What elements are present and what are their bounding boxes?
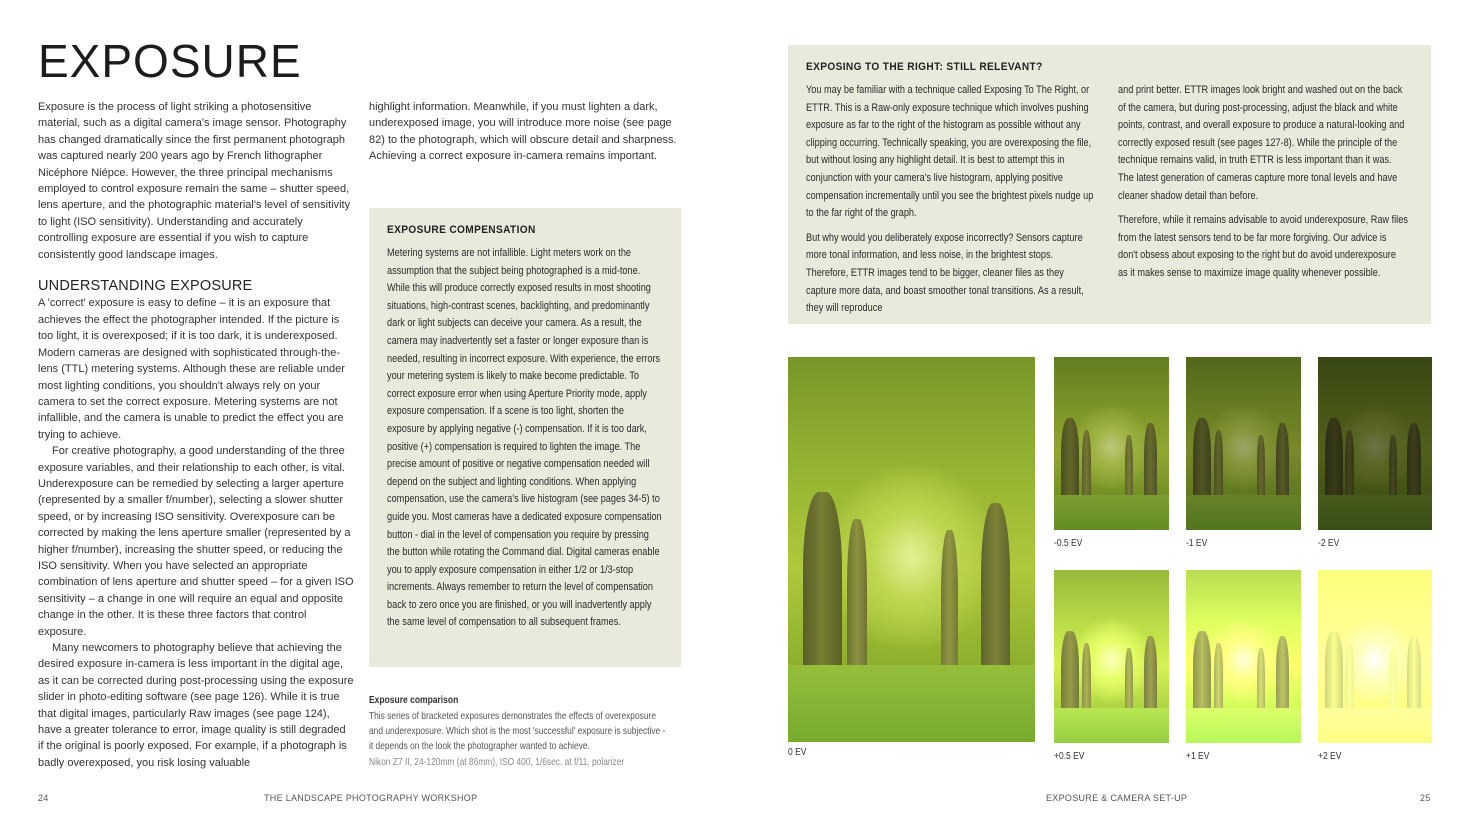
middle-paragraph: highlight information. Meanwhile, if you must lighten a dark, underexposed image, you will introduce more noise (see page 82) to the photograph, which will obscure detail and sharpness. Achieving a correct exposure in-camera remains important. [369,101,677,163]
photo-label-minus-2: -2 EV [1318,538,1340,549]
intro-paragraph: Exposure is the process of light striking a photosensitive material, such as a digital camera's image sensor. Photography has changed dramatically since the first permanent photograph was captured nearly 200 years ago by French lithographer Nicéphore Niépce. However, the three principal mechanisms employed to control exposure remain the same – shutter speed, lens aperture, and the photographic material's level of sensitivity to light (ISO sensitivity). Understanding and accurately controlling exposure are essential if you wish to capture consistently good landscape images. [38,101,351,261]
photo-minus-1-ev [1186,357,1301,530]
tree-trunk [981,503,1011,684]
understanding-paragraph-2: For creative photography, a good understanding of the three exposure variables, and their relationship to each other, is vital. Underexposure can be remedied by selecting a larger aperture (represented by a smaller f/number), selecting a slower shutter speed, or by increasing ISO sensitivity. Overexposure can be corrected by making the lens aperture smaller (represented by a higher f/number), increasing the shutter speed, or reducing the ISO sensitivity. When you have selected an appropriate combination of lens aperture and shutter speed – for a given ISO sensitivity – a change in one will require an equal and opposite change in the other. It is these three factors that control exposure. [38,445,354,638]
tree-trunk [1144,423,1158,504]
photo-label-plus-2: +2 EV [1318,751,1342,762]
tree-trunk [1276,423,1290,504]
ettr-paragraph-2: But why would you deliberately expose incorrectly? Sensors capture more tonal information, and less noise, in the brightest stops. Therefore, ETTR images tend to be bigger, cleaner files as they capture more data, and boast smoother tonal transitions. As a result, they will reproduce [806,231,1084,315]
grass-foreground [1318,708,1432,743]
grass-foreground [1054,708,1169,743]
ettr-paragraph-4: Therefore, while it remains advisable to avoid underexposure, Raw files from the latest sensors tend to be far more forgiving. Our advice is don't obsess about exposing to the right but do avoid underexposure as it makes sense to maximize image quality whenever possible. [1118,214,1408,279]
tree-trunk [1214,643,1223,717]
tree-trunk [847,519,867,685]
tree-trunk [1193,418,1211,505]
compensation-text: Metering systems are not infallible. Light meters work on the assumption that the subject being photographed is a mid-tone. While this will produce correctly exposed results in most shooting situations, high-contrast scenes, backlighting, and predominantly dark or light subjects can deceive your camera. As a result, the camera may inadvertently set a faster or longer exposure than is needed, resulting in incorrect exposure. With experience, the errors your metering system is likely to make become predictable. To correct exposure error when using Aperture Priority mode, apply exposure compensation. If a scene is too light, shorten the exposure by applying negative (-) compensation. If it is too dark, positive (+) compensation is required to lighten the image. The precise amount of positive or negative compensation needed will depend on the subject and lighting conditions. When applying compensation, use the camera's live histogram (see pages 34-5) to guide you. Most cameras have a dedicated exposure compensation button - dial in the level of compensation you require by pressing the button while rotating the Command dial. Digital cameras enable you to apply exposure compensation in either 1/2 or 1/3-stop increments. Always remember to return the level of compensation back to zero once you are finished, or you will inadvertently apply the same level of compensation to all subsequent frames. [387,247,662,629]
tree-trunk [1144,636,1158,717]
caption-text: This series of bracketed exposures demonstrates the effects of overexposure and underexposure. Which shot is the most 'successful' exposure is subjective - it depends on the look the photographer wanted to achieve. [369,710,666,752]
ettr-heading: EXPOSING TO THE RIGHT: STILL RELEVANT? [806,61,1043,73]
tree-trunk [1082,430,1091,504]
ettr-paragraph-1: You may be familiar with a technique called Exposing To The Right, or ETTR. This is a Raw-only exposure technique which involves pushing exposure as far to the right of the histogram as possible without any clipping occurring. Technically speaking, you are overexposing the file, but without losing any highlight detail. It is best to attempt this in conjunction with your camera's live histogram, applying positive compensation incrementally until you see the brightest pixels nudge up to the far right of the graph. [806,84,1094,220]
caption-credit: Nikon Z7 II, 24-120mm (at 86mm), ISO 400, 1/6sec. at f/11, polarizer [369,756,625,768]
caption-title: Exposure comparison [369,695,459,706]
understanding-paragraph-1: A 'correct' exposure is easy to define – it is an exposure that achieves the effect the photographer intended. If the picture is too light, it is overexposed; if it is too dark, it is underexposed. Modern cameras are designed with sophisticated through-the-lens (TTL) metering systems. Although these are reliable under most lighting conditions, you shouldn't always rely on your camera to set the correct exposure. Metering systems are not infallible, and the camera is unable to predict the effect you are trying to achieve. [38,297,345,441]
photo-plus-2-ev [1318,570,1432,743]
tree-trunk [1276,636,1290,717]
compensation-heading: EXPOSURE COMPENSATION [387,224,536,236]
tree-trunk [1193,631,1211,718]
tree-trunk [1325,631,1343,718]
photo-minus-0-5-ev [1054,357,1169,530]
left-page-number: 24 [38,793,49,803]
middle-column [369,99,683,165]
main-photo-tree-avenue [788,357,1035,742]
tree-trunk [1061,418,1079,505]
exposure-compensation-box [369,208,681,667]
understanding-paragraph-3: Many newcomers to photography believe that achieving the desired exposure in-camera is less important in the digital age, as it can be corrected during post-processing using the exposure slider in photo-editing software (see page 126). While it is true that digital images, particularly Raw images (see page 124), have a greater tolerance to error, image quality is still degraded if the original is poorly exposed. For example, if a photograph is badly overexposed, you risk losing valuable [38,642,354,769]
tree-trunk [1325,418,1343,505]
tree-trunk [1061,631,1079,718]
understanding-heading: UNDERSTANDING EXPOSURE [38,278,253,295]
photo-label-plus-0-5: +0.5 EV [1054,751,1085,762]
tree-trunk [1389,648,1397,717]
tree-trunk [1257,648,1265,717]
tree-trunk [1214,430,1223,504]
grass-foreground [1318,495,1432,530]
grass-foreground [788,665,1035,742]
grass-foreground [1186,495,1301,530]
tree-trunk [803,492,843,685]
right-page-number: 25 [1420,793,1431,803]
tree-trunk [1407,636,1421,717]
left-running-title: THE LANDSCAPE PHOTOGRAPHY WORKSHOP [264,793,478,803]
tree-trunk [1407,423,1421,504]
tree-trunk [1125,435,1133,504]
tree-trunk [1082,643,1091,717]
page-title: EXPOSURE [38,35,302,87]
grass-foreground [1054,495,1169,530]
tree-trunk [1345,430,1354,504]
ettr-box [788,45,1431,324]
photo-label-minus-0-5: -0.5 EV [1054,538,1083,549]
photo-label-minus-1: -1 EV [1186,538,1208,549]
photo-caption [369,695,669,770]
right-running-title: EXPOSURE & CAMERA SET-UP [1046,793,1188,803]
tree-trunk [941,530,958,684]
tree-trunk [1257,435,1265,504]
grass-foreground [1186,708,1301,743]
main-photo-label: 0 EV [788,747,807,758]
tree-trunk [1125,648,1133,717]
tree-trunk [1345,643,1354,717]
ettr-paragraph-3: and print better. ETTR images look bright and washed out on the back of the camera, but during post-processing, adjust the black and white points, contrast, and overall exposure to produce a natural-looking and correctly exposed result (see pages 127-8). While the principle of the technique remains valid, in truth ETTR is less important than it was. The latest generation of cameras capture more tonal levels and have cleaner shadow detail than before. [1118,84,1405,202]
tree-trunk [1389,435,1397,504]
photo-label-plus-1: +1 EV [1186,751,1210,762]
photo-plus-0-5-ev [1054,570,1169,743]
left-column [38,99,354,771]
photo-plus-1-ev [1186,570,1301,743]
photo-minus-2-ev [1318,357,1432,530]
